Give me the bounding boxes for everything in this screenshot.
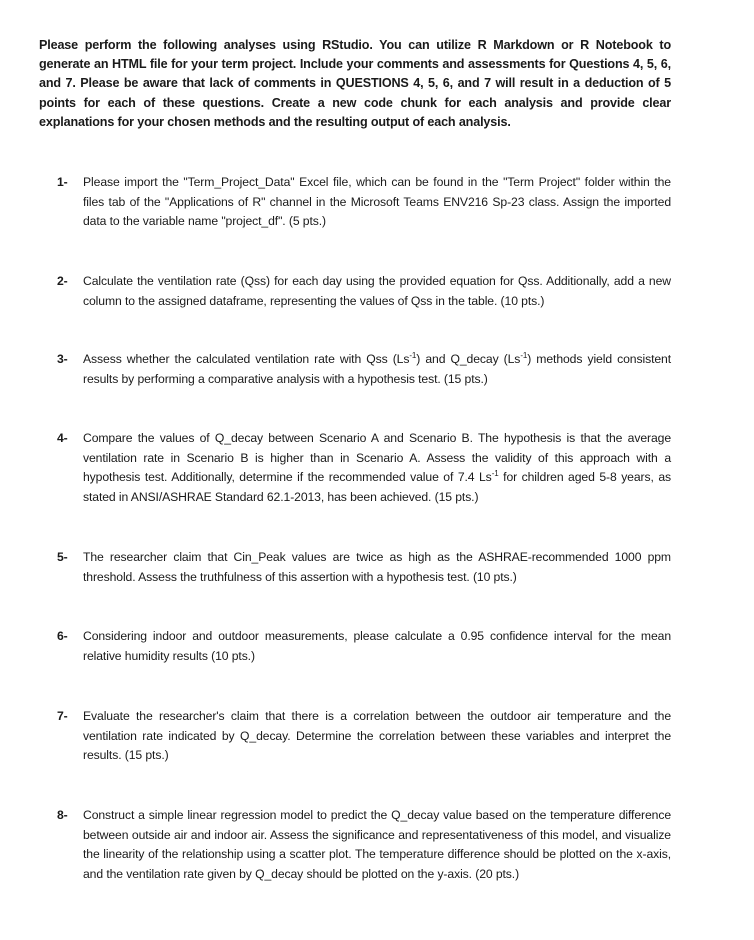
question-3 <box>57 350 671 389</box>
question-number: 5- <box>57 550 68 564</box>
question-text-part: for children aged 5-8 years, as stated in ANSI/ASHRAE Standard 62.1-2013, has been achieved. (15 pts.) <box>83 470 671 504</box>
question-1 <box>57 173 671 232</box>
instructions-paragraph: Please perform the following analyses using RStudio. You can utilize R Markdown or R Notebook to generate an HTML file for your term project. Include your comments and assessments for Questions 4, 5, 6, and 7. Please be aware that lack of comments in QUESTIONS 4, 5, 6, and 7 will result in a deduction of 5 points for each of these questions. Create a new code chunk for each analysis and provide clear explanations for your chosen methods and the resulting output of each analysis. <box>39 38 671 129</box>
question-text: Construct a simple linear regression model to predict the Q_decay value based on the temperature difference between outside air and indoor air. Assess the significance and representativeness of this model, and visualize the linearity of the relationship using a scatter plot. The temperature difference should be plotted on the x-axis, and the ventilation rate given by Q_decay should be plotted on the y-axis. (20 pts.) <box>83 808 671 881</box>
question-text: Please import the "Term_Project_Data" Excel file, which can be found in the "Term Project" folder within the files tab of the "Applications of R" channel in the Microsoft Teams ENV216 Sp-23 class. Assign the imported data to the variable name "project_df". (5 pts.) <box>83 175 671 229</box>
question-text-part: Assess whether the calculated ventilation rate with Qss (Ls <box>83 352 410 366</box>
question-2 <box>57 272 671 311</box>
question-8 <box>57 806 671 884</box>
question-text <box>83 350 671 389</box>
question-5 <box>57 548 671 587</box>
question-text-part: ) and Q_decay (Ls <box>416 352 521 366</box>
question-number: 3- <box>57 352 68 366</box>
question-number: 1- <box>57 175 68 189</box>
question-number: 6- <box>57 629 68 643</box>
question-4 <box>57 429 671 507</box>
question-text: Calculate the ventilation rate (Qss) for each day using the provided equation for Qss. Additionally, add a new column to the assigned dataframe, representing the values of Qss in the table. (10 pts.) <box>83 274 671 308</box>
question-text <box>83 429 671 507</box>
question-text-part: ) methods yield consistent results by performing a comparative analysis with a hypothesis test. (15 pts.) <box>83 352 671 386</box>
question-text: Considering indoor and outdoor measurements, please calculate a 0.95 confidence interval for the mean relative humidity results (10 pts.) <box>83 629 671 663</box>
superscript-exponent: -1 <box>520 351 528 360</box>
question-7 <box>57 707 671 766</box>
question-text: The researcher claim that Cin_Peak values are twice as high as the ASHRAE-recommended 1000 ppm threshold. Assess the truthfulness of this assertion with a hypothesis test. (10 pts.) <box>83 550 671 584</box>
question-number: 7- <box>57 709 68 723</box>
question-number: 8- <box>57 808 68 822</box>
question-6 <box>57 627 671 666</box>
question-text: Evaluate the researcher's claim that there is a correlation between the outdoor air temperature and the ventilation rate indicated by Q_decay. Determine the correlation between these variables and interpret the results. (15 pts.) <box>83 709 671 763</box>
superscript-exponent: -1 <box>491 469 499 479</box>
question-number: 4- <box>57 431 68 445</box>
superscript-exponent: -1 <box>409 351 417 360</box>
question-text-part: Compare the values of Q_decay between Scenario A and Scenario B. The hypothesis is that the average ventilation rate in Scenario B is higher than in Scenario A. Assess the validity of this approach with a hypothesis test. Additionally, determine if the recommended value of 7.4 Ls <box>83 431 671 485</box>
question-number: 2- <box>57 274 68 288</box>
